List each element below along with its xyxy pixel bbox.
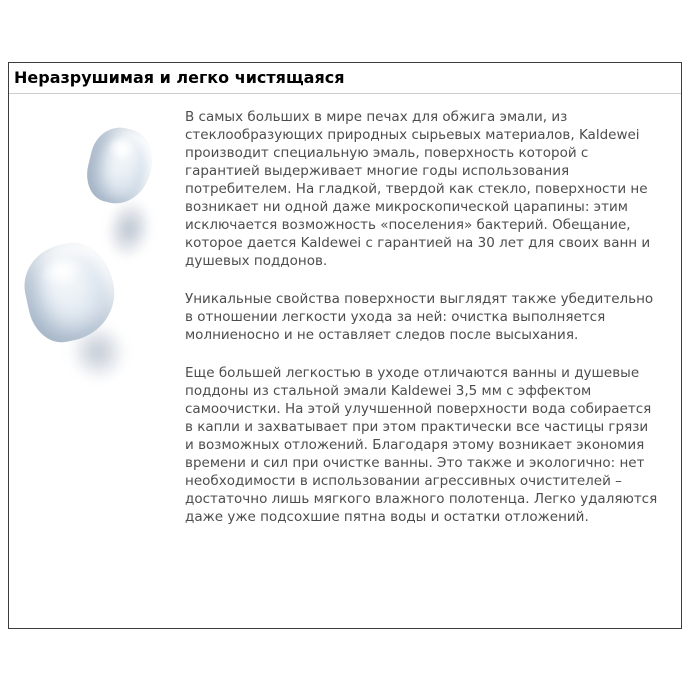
article-panel [8, 62, 682, 629]
water-droplets-image [9, 94, 183, 414]
droplet-small-shadow [100, 194, 158, 264]
article-content [9, 94, 681, 629]
water-droplet-small-icon [81, 122, 160, 211]
paragraph-self-cleaning: Еще большей легкостью в уходе отличаются ванны и душевые поддоны из стальной эмали Kaldewei 3,5 мм с эффектом самоочистки. На этой улучшенной поверхности вода собирается в капли и захватывает при этом практически все частицы грязи и возможных отложений. Благодаря этому возникает экономия времени и сил при очистке ванны. Это также и экологично: нет необходимости в использовании агрессивных очистителей – достаточно лишь мягкого влажного полотенца. Легко удаляются даже уже подсохшие пятна воды и остатки отложений. [185, 365, 658, 525]
article-text [185, 108, 659, 546]
paragraph-easy-care: Уникальные свойства поверхности выглядят также убедительно в отношении легкости ухода за ней: очистка выполняется молниеносно и не оставляет следов после высыхания. [185, 291, 654, 343]
page-title: Неразрушимая и легко чистящаяся [14, 68, 345, 87]
paragraph-enamel-durability: В самых больших в мире печах для обжига эмали, из стеклообразующих природных сырьевых материалов, Kaldewei производит специальную эмаль, поверхность которой с гарантией выдерживает многие годы использования потребителем. На гладкой, твердой как стекло, поверхности не возникает ни одной даже микроскопической царапины: этим исключается возможность «поселения» бактерий. Обещание, которое дается Kaldewei с гарантией на 30 лет для своих ванн и душевых поддонов. [185, 109, 651, 269]
